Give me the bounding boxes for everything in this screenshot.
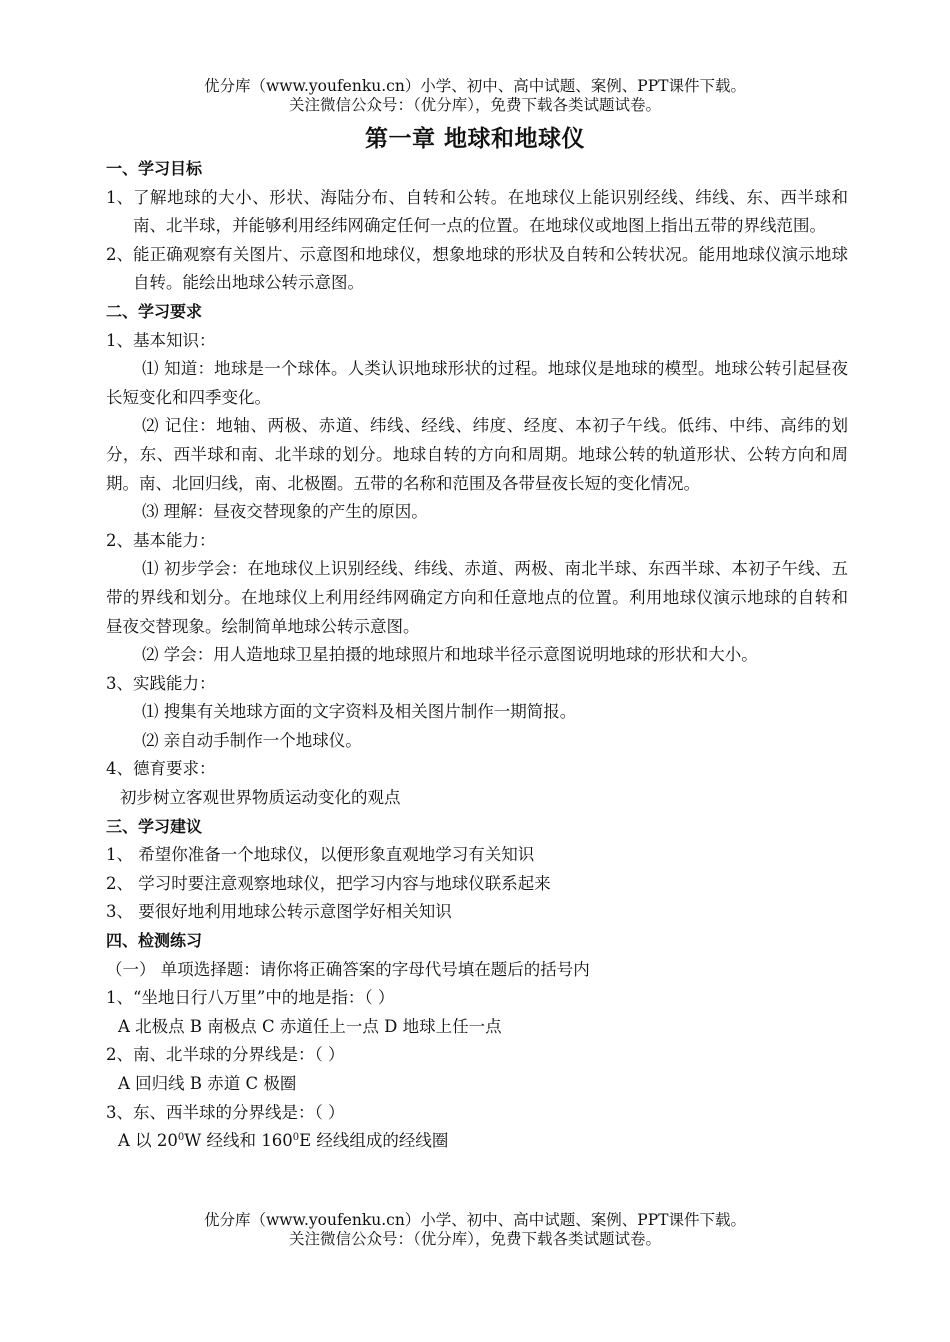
practice-2: ⑵ 亲自动手制作一个地球仪。 — [142, 730, 362, 750]
moral-requirement: 初步树立客观世界物质运动变化的观点 — [120, 788, 401, 808]
knowledge-understand: ⑶ 理解：昼夜交替现象的产生的原因。 — [142, 502, 428, 522]
goal-item-number: 1、 — [106, 187, 133, 207]
knowledge-know: ⑴ 知道：地球是一个球体。人类认识地球形状的过程。地球仪是地球的模型。地球公转引起昼夜长短变化和四季变化。 — [106, 359, 848, 407]
requirement-1 — [106, 327, 848, 356]
goal-item-text: 了解地球的大小、形状、海陆分布、自转和公转。在地球仪上能识别经线、纬线、东、西半球和南、北半球，并能够利用经纬网确定任何一点的位置。在地球仪或地图上指出五带的界线范围。 — [133, 187, 848, 236]
question-3: 3、东、西半球的分界线是：（ ） — [106, 1102, 345, 1122]
suggestion-item: 2、 学习时要注意观察地球仪，把学习内容与地球仪联系起来 — [106, 873, 551, 893]
suggestion-item: 1、 希望你准备一个地球仪，以便形象直观地学习有关知识 — [106, 845, 535, 865]
requirement-label: 实践能力： — [133, 673, 216, 693]
requirement-number: 4、 — [106, 759, 133, 779]
degree-superscript: 0 — [292, 1132, 300, 1144]
requirement-number: 3、 — [106, 673, 133, 693]
option-text: W 经线和 160 — [184, 1131, 293, 1151]
document-body — [106, 155, 848, 1156]
chapter-title: 第一章 地球和地球仪 — [364, 125, 585, 152]
requirement-label: 基本知识： — [133, 330, 216, 350]
goal-item-1 — [106, 184, 848, 241]
goal-item-number: 2、 — [106, 244, 133, 264]
requirement-number: 1、 — [106, 330, 133, 350]
exercise-intro: （一） 单项选择题：请你将正确答案的字母代号填在题后的括号内 — [106, 959, 590, 979]
section-heading-exercises: 四、检测练习 — [106, 931, 203, 951]
ability-initial: ⑴ 初步学会：在地球仪上识别经线、纬线、赤道、两极、南北半球、东西半球、本初子午线、五带的界线和划分。在地球仪上利用经纬网确定方向和任意地点的位置。利用地球仪演示地球的自转和昼夜交替现象。绘制简单地球公转示意图。 — [106, 559, 848, 636]
requirement-number: 2、 — [106, 530, 133, 550]
goal-item-text: 能正确观察有关图片、示意图和地球仪，想象地球的形状及自转和公转状况。能用地球仪演示地球自转。能绘出地球公转示意图。 — [133, 244, 848, 293]
header-line-1: 优分库（www.youfenku.cn）小学、初中、高中试题、案例、PPT课件下载。 — [203, 77, 747, 95]
requirement-3 — [106, 670, 848, 699]
section-heading-suggestions: 三、学习建议 — [106, 816, 203, 836]
ability-learn: ⑵ 学会：用人造地球卫星拍摄的地球照片和地球半径示意图说明地球的形状和大小。 — [142, 645, 758, 665]
goal-item-2 — [106, 241, 848, 298]
header-line-2: 关注微信公众号：（优分库），免费下载各类试题试卷。 — [288, 96, 661, 114]
footer-line-2: 关注微信公众号：（优分库），免费下载各类试题试卷。 — [288, 1230, 661, 1248]
footer-line-1: 优分库（www.youfenku.cn）小学、初中、高中试题、案例、PPT课件下载。 — [203, 1211, 747, 1229]
question-1: 1、“坐地日行八万里”中的地是指：（ ） — [106, 988, 395, 1008]
requirement-4 — [106, 755, 848, 784]
practice-1: ⑴ 搜集有关地球方面的文字资料及相关图片制作一期简报。 — [142, 702, 577, 722]
requirement-label: 基本能力： — [133, 530, 216, 550]
question-2-options: A 回归线 B 赤道 C 极圈 — [118, 1074, 297, 1093]
requirement-label: 德育要求： — [133, 759, 216, 779]
suggestion-item: 3、 要很好地利用地球公转示意图学好相关知识 — [106, 902, 452, 922]
option-text: E 经线组成的经线圈 — [299, 1131, 449, 1151]
page-header — [0, 77, 950, 115]
degree-superscript: 0 — [177, 1132, 185, 1144]
requirement-2 — [106, 527, 848, 556]
option-text: A 以 20 — [118, 1131, 178, 1151]
question-1-options: A 北极点 B 南极点 C 赤道任上一点 D 地球上任一点 — [118, 1016, 502, 1036]
question-2: 2、南、北半球的分界线是：（ ） — [106, 1045, 345, 1065]
section-heading-goals: 一、学习目标 — [106, 159, 203, 178]
section-heading-requirements: 二、学习要求 — [106, 301, 203, 321]
question-3-option-a — [106, 1127, 848, 1156]
page-footer — [0, 1211, 950, 1249]
knowledge-remember: ⑵ 记住：地轴、两极、赤道、纬线、经线、纬度、经度、本初子午线。低纬、中纬、高纬的划分，东、西半球和南、北半球的划分。地球自转的方向和周期。地球公转的轨道形状、公转方向和周期。南、北回归线，南、北极圈。五带的名称和范围及各带昼夜长短的变化情况。 — [106, 416, 848, 493]
